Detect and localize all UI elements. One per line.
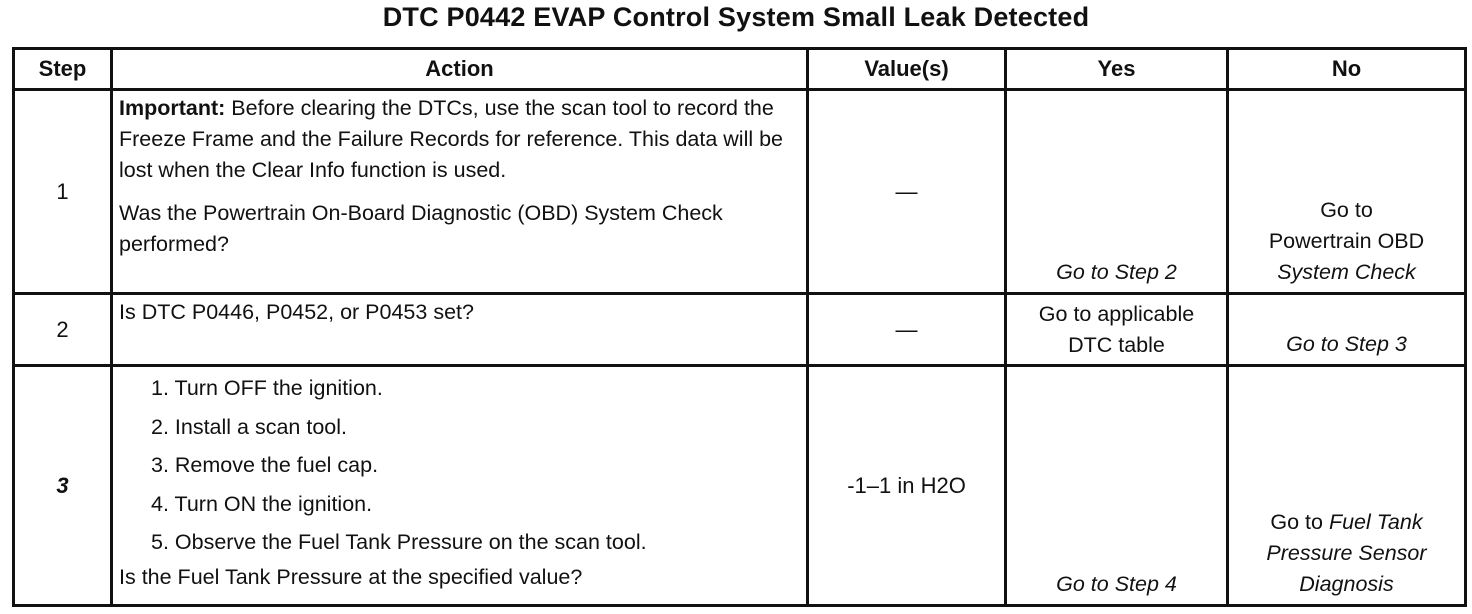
- step-question: Is DTC P0446, P0452, or P0453 set?: [119, 300, 474, 324]
- header-step: Step: [14, 49, 112, 90]
- action-cell: [112, 90, 808, 294]
- yes-cell: [1006, 90, 1228, 294]
- step-number: 3: [14, 366, 112, 606]
- no-cell: [1228, 294, 1466, 366]
- step-number: 1: [14, 90, 112, 294]
- no-line-3: System Check: [1277, 260, 1416, 284]
- no-line-1: [1229, 507, 1464, 538]
- value-cell: -1–1 in H2O: [808, 366, 1006, 606]
- action-cell: [112, 294, 808, 366]
- header-action: Action: [112, 49, 808, 90]
- diagnostic-table: [12, 47, 1467, 607]
- no-cell: [1228, 366, 1466, 606]
- no-prefix: Go to: [1270, 510, 1329, 534]
- yes-line-2[interactable]: DTC table: [1068, 332, 1165, 357]
- step-question: Was the Powertrain On-Board Diagnostic (OBD) System Check performed?: [119, 201, 723, 256]
- no-line-3[interactable]: Diagnosis: [1299, 572, 1394, 596]
- instruction-item: 5. Observe the Fuel Tank Pressure on the scan tool.: [151, 530, 647, 554]
- table-header-row: [14, 49, 1466, 90]
- important-text: Before clearing the DTCs, use the scan tool to record the Freeze Frame and the Failure Records for reference. This data will be lost when the Clear Info function is used.: [119, 96, 784, 182]
- no-line-2: Powertrain OBD: [1268, 229, 1425, 253]
- no-line-2[interactable]: Pressure Sensor: [1266, 541, 1427, 565]
- no-line-1: Go to: [1320, 198, 1373, 222]
- value-cell: —: [808, 90, 1006, 294]
- no-cell: [1228, 90, 1466, 294]
- yes-cell: [1006, 366, 1228, 606]
- important-note: [119, 93, 800, 186]
- page-title: DTC P0442 EVAP Control System Small Leak Detected: [382, 2, 1090, 32]
- table-row-step-2: [14, 294, 1466, 366]
- instruction-item: 3. Remove the fuel cap.: [151, 453, 379, 477]
- header-yes: Yes: [1006, 49, 1228, 90]
- yes-cell: [1006, 294, 1228, 366]
- instruction-item: 4. Turn ON the ignition.: [151, 491, 373, 516]
- instruction-item: 2. Install a scan tool.: [151, 414, 347, 439]
- go-to-step-2-link[interactable]: Go to Step 2: [1056, 260, 1177, 284]
- action-cell: [112, 366, 808, 606]
- step-question: Is the Fuel Tank Pressure at the specified value?: [119, 564, 583, 589]
- step-number: 2: [14, 294, 112, 366]
- go-to-step-4-link[interactable]: Go to Step 4: [1056, 572, 1177, 596]
- header-values: Value(s): [808, 49, 1006, 90]
- table-row-step-3: [14, 366, 1466, 606]
- yes-line-1[interactable]: Go to applicable: [1038, 301, 1195, 326]
- go-to-step-3-link[interactable]: Go to Step 3: [1286, 332, 1407, 356]
- value-cell: —: [808, 294, 1006, 366]
- header-no: No: [1228, 49, 1466, 90]
- instruction-list: [119, 369, 800, 562]
- instruction-item: 1. Turn OFF the ignition.: [151, 376, 383, 400]
- no-line-1-italic[interactable]: Fuel Tank: [1328, 510, 1423, 534]
- table-row-step-1: [14, 90, 1466, 294]
- important-label: Important:: [119, 96, 226, 120]
